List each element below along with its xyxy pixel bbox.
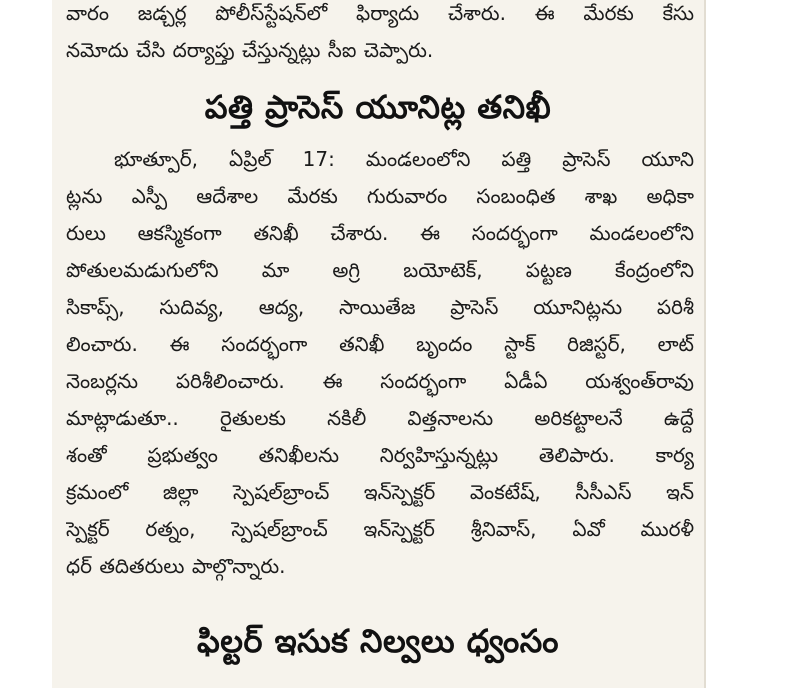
story-line: ట్లను ఎస్పీ ఆదేశాల మేరకు గురువారం సంబంధిత శాఖ అధికా [66, 184, 694, 208]
story-line: భూత్పూర్, ఏప్రిల్ 17: మండలంలోని పత్తి ప్రాసెస్ యూని [114, 147, 694, 171]
next-story-headline: ఫిల్టర్ ఇసుక నిల్వలు ధ్వంసం [197, 622, 559, 660]
story-line: క్రమంలో జిల్లా స్పెషల్‌బ్రాంచ్ ఇన్‌స్పెక్టర్ వెంకటేష్, సీసీఎస్ ఇన్ [66, 480, 694, 504]
story-line: పోతులమడుగులోని మా అగ్రి బయోటెక్, పట్టణ కేంద్రంలోని [66, 258, 694, 282]
story-line: నెంబర్లను పరిశీలించారు. ఈ సందర్భంగా ఏడీఏ యశ్వంత్‌రావు [66, 369, 694, 393]
newspaper-clipping [52, 0, 704, 688]
clipping-edge [704, 0, 706, 688]
story-line: ధర్ తదితరులు పాల్గొన్నారు. [66, 554, 286, 578]
story-line: శంతో ప్రభుత్వం తనిఖీలను నిర్వహిస్తున్నట్లు తెలిపారు. కార్య [66, 443, 694, 467]
previous-story-line: వారం జడ్చర్ల పోలీస్‌స్టేషన్‌లో ఫిర్యాదు చేశారు. ఈ మేరకు కేసు [66, 1, 694, 25]
previous-story-line: నమోదు చేసి దర్యాప్తు చేస్తున్నట్లు సీఐ చెప్పారు. [66, 38, 434, 62]
previous-story-text [66, 0, 694, 69]
story-line: సికాప్స్, సుదివ్య, ఆద్య, సాయితేజ ప్రాసెస్ యూనిట్లను పరిశీ [66, 295, 694, 319]
story-line: మాట్లాడుతూ.. రైతులకు నకిలీ విత్తనాలను అరికట్టాలనే ఉద్దే [66, 406, 694, 430]
story-line: రులు ఆకస్మికంగా తనిఖీ చేశారు. ఈ సందర్భంగా మండలంలోని [66, 221, 694, 245]
story-body [66, 141, 694, 585]
story-line: లించారు. ఈ సందర్భంగా తనిఖీ బృందం స్టాక్ రిజిస్టర్, లాట్ [66, 332, 694, 356]
story-line: స్పెక్టర్ రత్నం, స్పెషల్‌బ్రాంచ్ ఇన్‌స్పెక్టర్ శ్రీనివాస్, ఏవో మురళీ [66, 517, 694, 541]
story-headline: పత్తి ప్రాసెస్ యూనిట్ల తనిఖీ [204, 88, 552, 126]
